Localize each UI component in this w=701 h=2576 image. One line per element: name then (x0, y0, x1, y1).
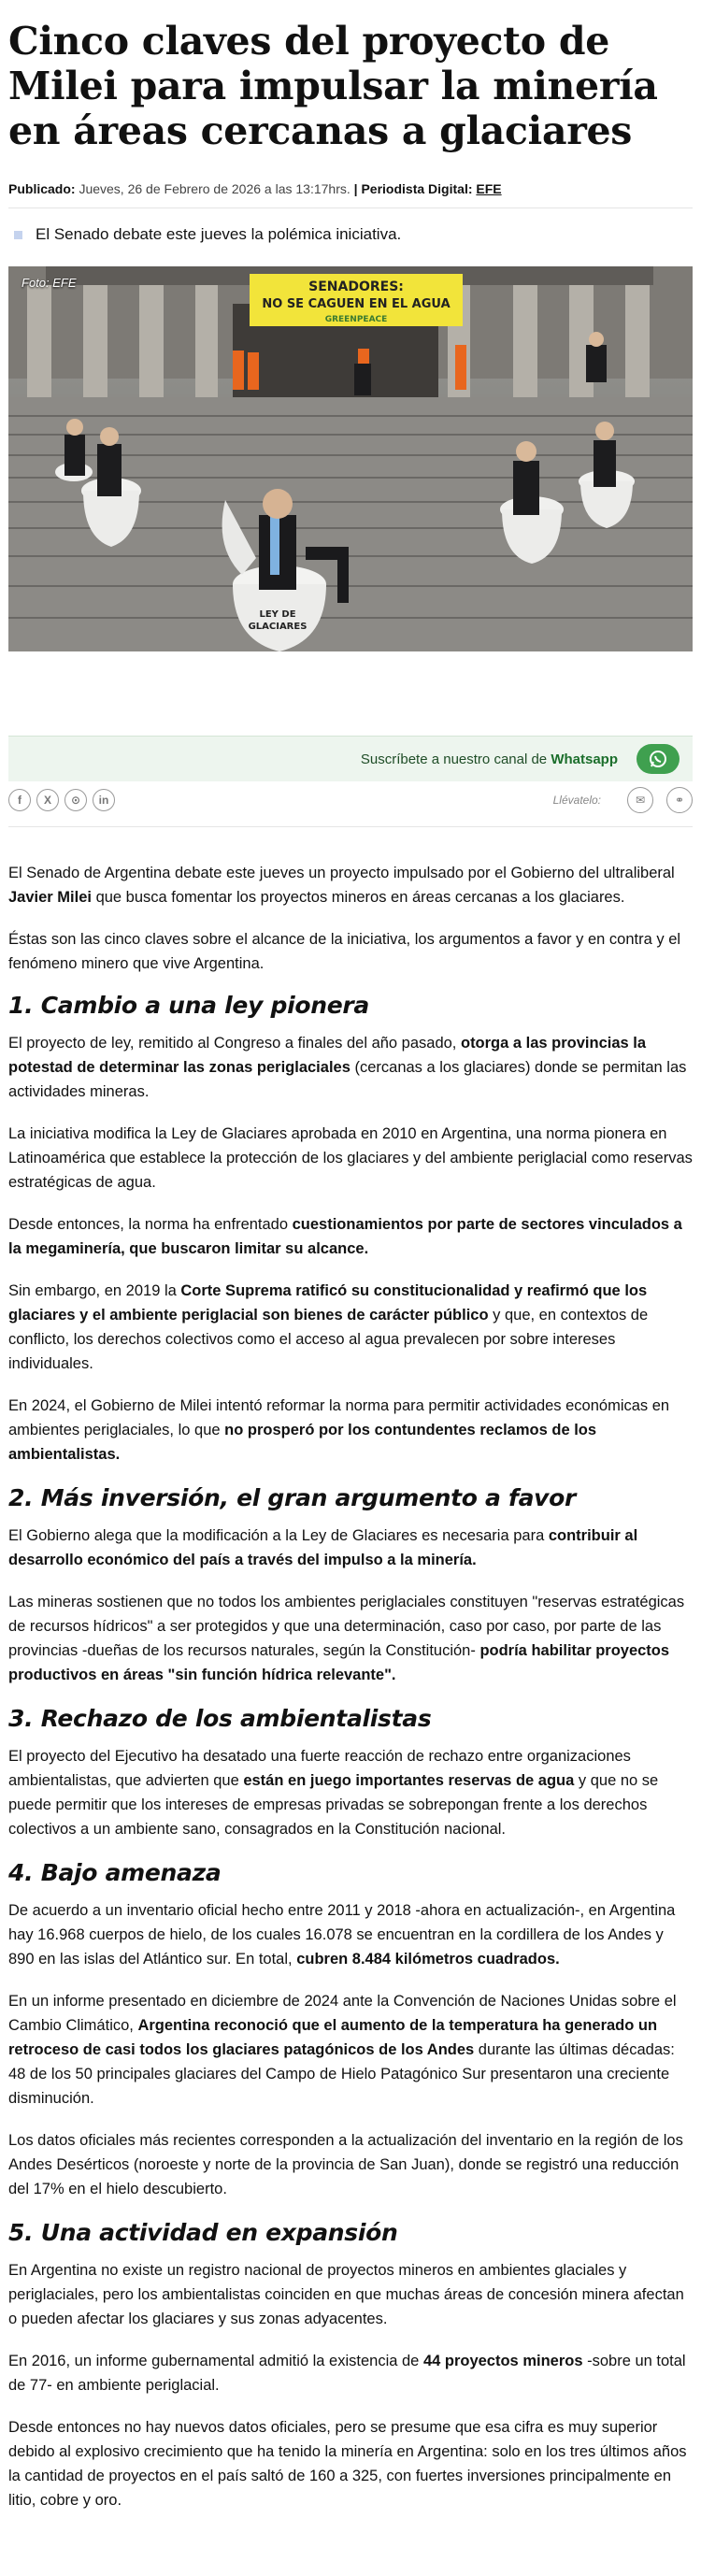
facebook-icon[interactable]: f (8, 789, 31, 811)
whatsapp-brand: Whatsapp (551, 751, 618, 767)
paragraph: El proyecto de ley, remitido al Congreso a finales del año pasado, otorga a las provincias la potestad de determinar las zonas periglaciales (cercanas a los glaciares) donde se permitan las actividades mineras. (8, 1035, 687, 1100)
subtitle (8, 225, 693, 244)
paragraph: En Argentina no existe un registro nacional de proyectos mineros en ambientes glaciales y periglaciales, pero los ambientalistas coinciden en que muchas áreas de concesión minera afectan o pueden afectar los glaciares y sus zonas adyacentes. (8, 2262, 684, 2327)
byline (8, 181, 693, 208)
paragraph: Éstas son las cinco claves sobre el alcance de la iniciativa, los argumentos a favor y en contra y el fenómeno minero que vive Argentina. (8, 931, 681, 972)
hero-photo (8, 266, 693, 651)
author-label: Periodista Digital: (361, 181, 473, 196)
linkedin-icon[interactable]: in (93, 789, 115, 811)
paragraph: Desde entonces, la norma ha enfrentado cuestionamientos por parte de sectores vinculados a la megaminería, que buscaron limitar su alcance. (8, 1216, 682, 1257)
section-heading: 4. Bajo amenaza (8, 1859, 222, 1886)
whatsapp-text (361, 751, 618, 767)
x-icon[interactable]: X (36, 789, 59, 811)
paragraph: De acuerdo a un inventario oficial hecho entre 2011 y 2018 -ahora en actualización-, en Argentina hay 16.968 cuerpos de hielo, de los cuales 16.078 se encuentran en la cordillera de los Andes y 890 en las islas del Atlántico sur. En total, cubren 8.484 kilómetros cuadrados. (8, 1902, 676, 1968)
section-heading: 3. Rechazo de los ambientalistas (8, 1705, 432, 1732)
share-icon[interactable]: ⊙ (64, 789, 87, 811)
paragraph: El Gobierno alega que la modificación a la Ley de Glaciares es necesaria para contribuir al desarrollo económico del país a través del impulso a la minería. (8, 1527, 638, 1568)
paragraph: La iniciativa modifica la Ley de Glaciares aprobada en 2010 en Argentina, una norma pionera en Latinoamérica que establece la protección de los glaciares y del ambiente periglacial como reservas estratégicas de agua. (8, 1125, 693, 1191)
email-icon[interactable]: ✉ (627, 787, 653, 813)
section-heading: 2. Más inversión, el gran argumento a favor (8, 1484, 577, 1511)
share-icons (8, 789, 115, 811)
share-row (8, 787, 693, 827)
section-heading: 5. Una actividad en expansión (8, 2219, 398, 2246)
published-date: Jueves, 26 de Febrero de 2026 a las 13:17hrs. (79, 181, 350, 196)
bullet-square-icon (14, 231, 22, 239)
save-label: Llévatelo: (552, 794, 601, 807)
paragraph: Desde entonces no hay nuevos datos oficiales, pero se presume que esa cifra es muy superior debido al explosivo crecimiento que ha tenido la minería en Argentina: solo en los tres últimos años la cantidad de proyectos en el país saltó de 160 a 325, con fuertes inversiones principalmente en litio, cobre y oro. (8, 2419, 687, 2509)
paragraph: Sin embargo, en 2019 la Corte Suprema ratificó su constitucionalidad y reafirmó que los glaciares y el ambiente periglacial son bienes de carácter público y que, en contextos de conflicto, los derechos colectivos como el acceso al agua prevalecen por sobre intereses individuales. (8, 1282, 649, 1372)
whatsapp-icon (649, 750, 667, 768)
paragraph: Los datos oficiales más recientes corresponden a la actualización del inventario en la región de los Andes Desérticos (noroeste y norte de la provincia de San Juan), donde se registró una reducción del 17% en el hielo descubierto. (8, 2132, 683, 2197)
banner-line2: NO SE CAGUEN EN EL AGUA (262, 297, 451, 311)
sign-line1: LEY DE (259, 609, 296, 620)
subtitle-text: El Senado debate este jueves la polémica iniciativa. (36, 225, 402, 243)
article-page (0, 19, 701, 2512)
sign-line2: GLACIARES (248, 622, 308, 632)
section-heading: 1. Cambio a una ley pionera (8, 992, 369, 1019)
paragraph: Las mineras sostienen que no todos los ambientes periglaciales constituyen "reservas estratégicas de recursos hídricos" a ser protegidos y que una determinación, caso por caso, por parte de las provincias -dueñas de los recursos naturales, según la Constitución- podría habilitar proyectos productivos en áreas "sin función hídrica relevante". (8, 1594, 685, 1683)
whatsapp-button[interactable] (637, 744, 680, 774)
whatsapp-subscribe-bar[interactable] (8, 736, 693, 781)
paragraph: El Senado de Argentina debate este jueves un proyecto impulsado por el Gobierno del ultraliberal Javier Milei que busca fomentar los proyectos mineros en áreas cercanas a los glaciares. (8, 865, 675, 906)
paragraph: El proyecto del Ejecutivo ha desatado una fuerte reacción de rechazo entre organizaciones ambientalistas, que advierten que están en juego importantes reservas de agua y que no se puede permitir que los intereses de empresas privadas se sobrepongan frente a los derechos colectivos a un ambiente sano, consagrados en la Constitución nacional. (8, 1748, 659, 1838)
banner-line3: GREENPEACE (324, 315, 388, 324)
photo-credit: Foto: EFE (21, 276, 77, 290)
paragraph: En un informe presentado en diciembre de 2024 ante la Convención de Naciones Unidas sobre el Cambio Climático, Argentina reconoció que el aumento de la temperatura ha generado un retroceso de casi todos los glaciares patagónicos de los Andes durante las últimas décadas: 48 de los 50 principales glaciares del Campo de Hielo Patagónico Sur presentaron una creciente disminución. (8, 1993, 677, 2107)
save-icons (553, 787, 693, 813)
byline-separator: | (353, 181, 358, 196)
whatsapp-cta-text: Suscríbete a nuestro canal de (360, 751, 548, 767)
link-icon[interactable]: ⚭ (666, 787, 693, 813)
photo-illustration (8, 266, 693, 651)
headline: Cinco claves del proyecto de Milei para impulsar la minería en áreas cercanas a glaciares (8, 19, 658, 153)
published-label: Publicado: (8, 181, 76, 196)
article-body (8, 861, 693, 2512)
paragraph: En 2024, el Gobierno de Milei intentó reformar la norma para permitir actividades económicas en ambientes periglaciales, lo que no prosperó por los contundentes reclamos de los ambientalistas. (8, 1397, 670, 1463)
author-link[interactable]: EFE (476, 181, 502, 196)
banner-line1: SENADORES: (308, 279, 404, 294)
paragraph: En 2016, un informe gubernamental admitió la existencia de 44 proyectos mineros -sobre un total de 77- en ambiente periglacial. (8, 2353, 686, 2394)
